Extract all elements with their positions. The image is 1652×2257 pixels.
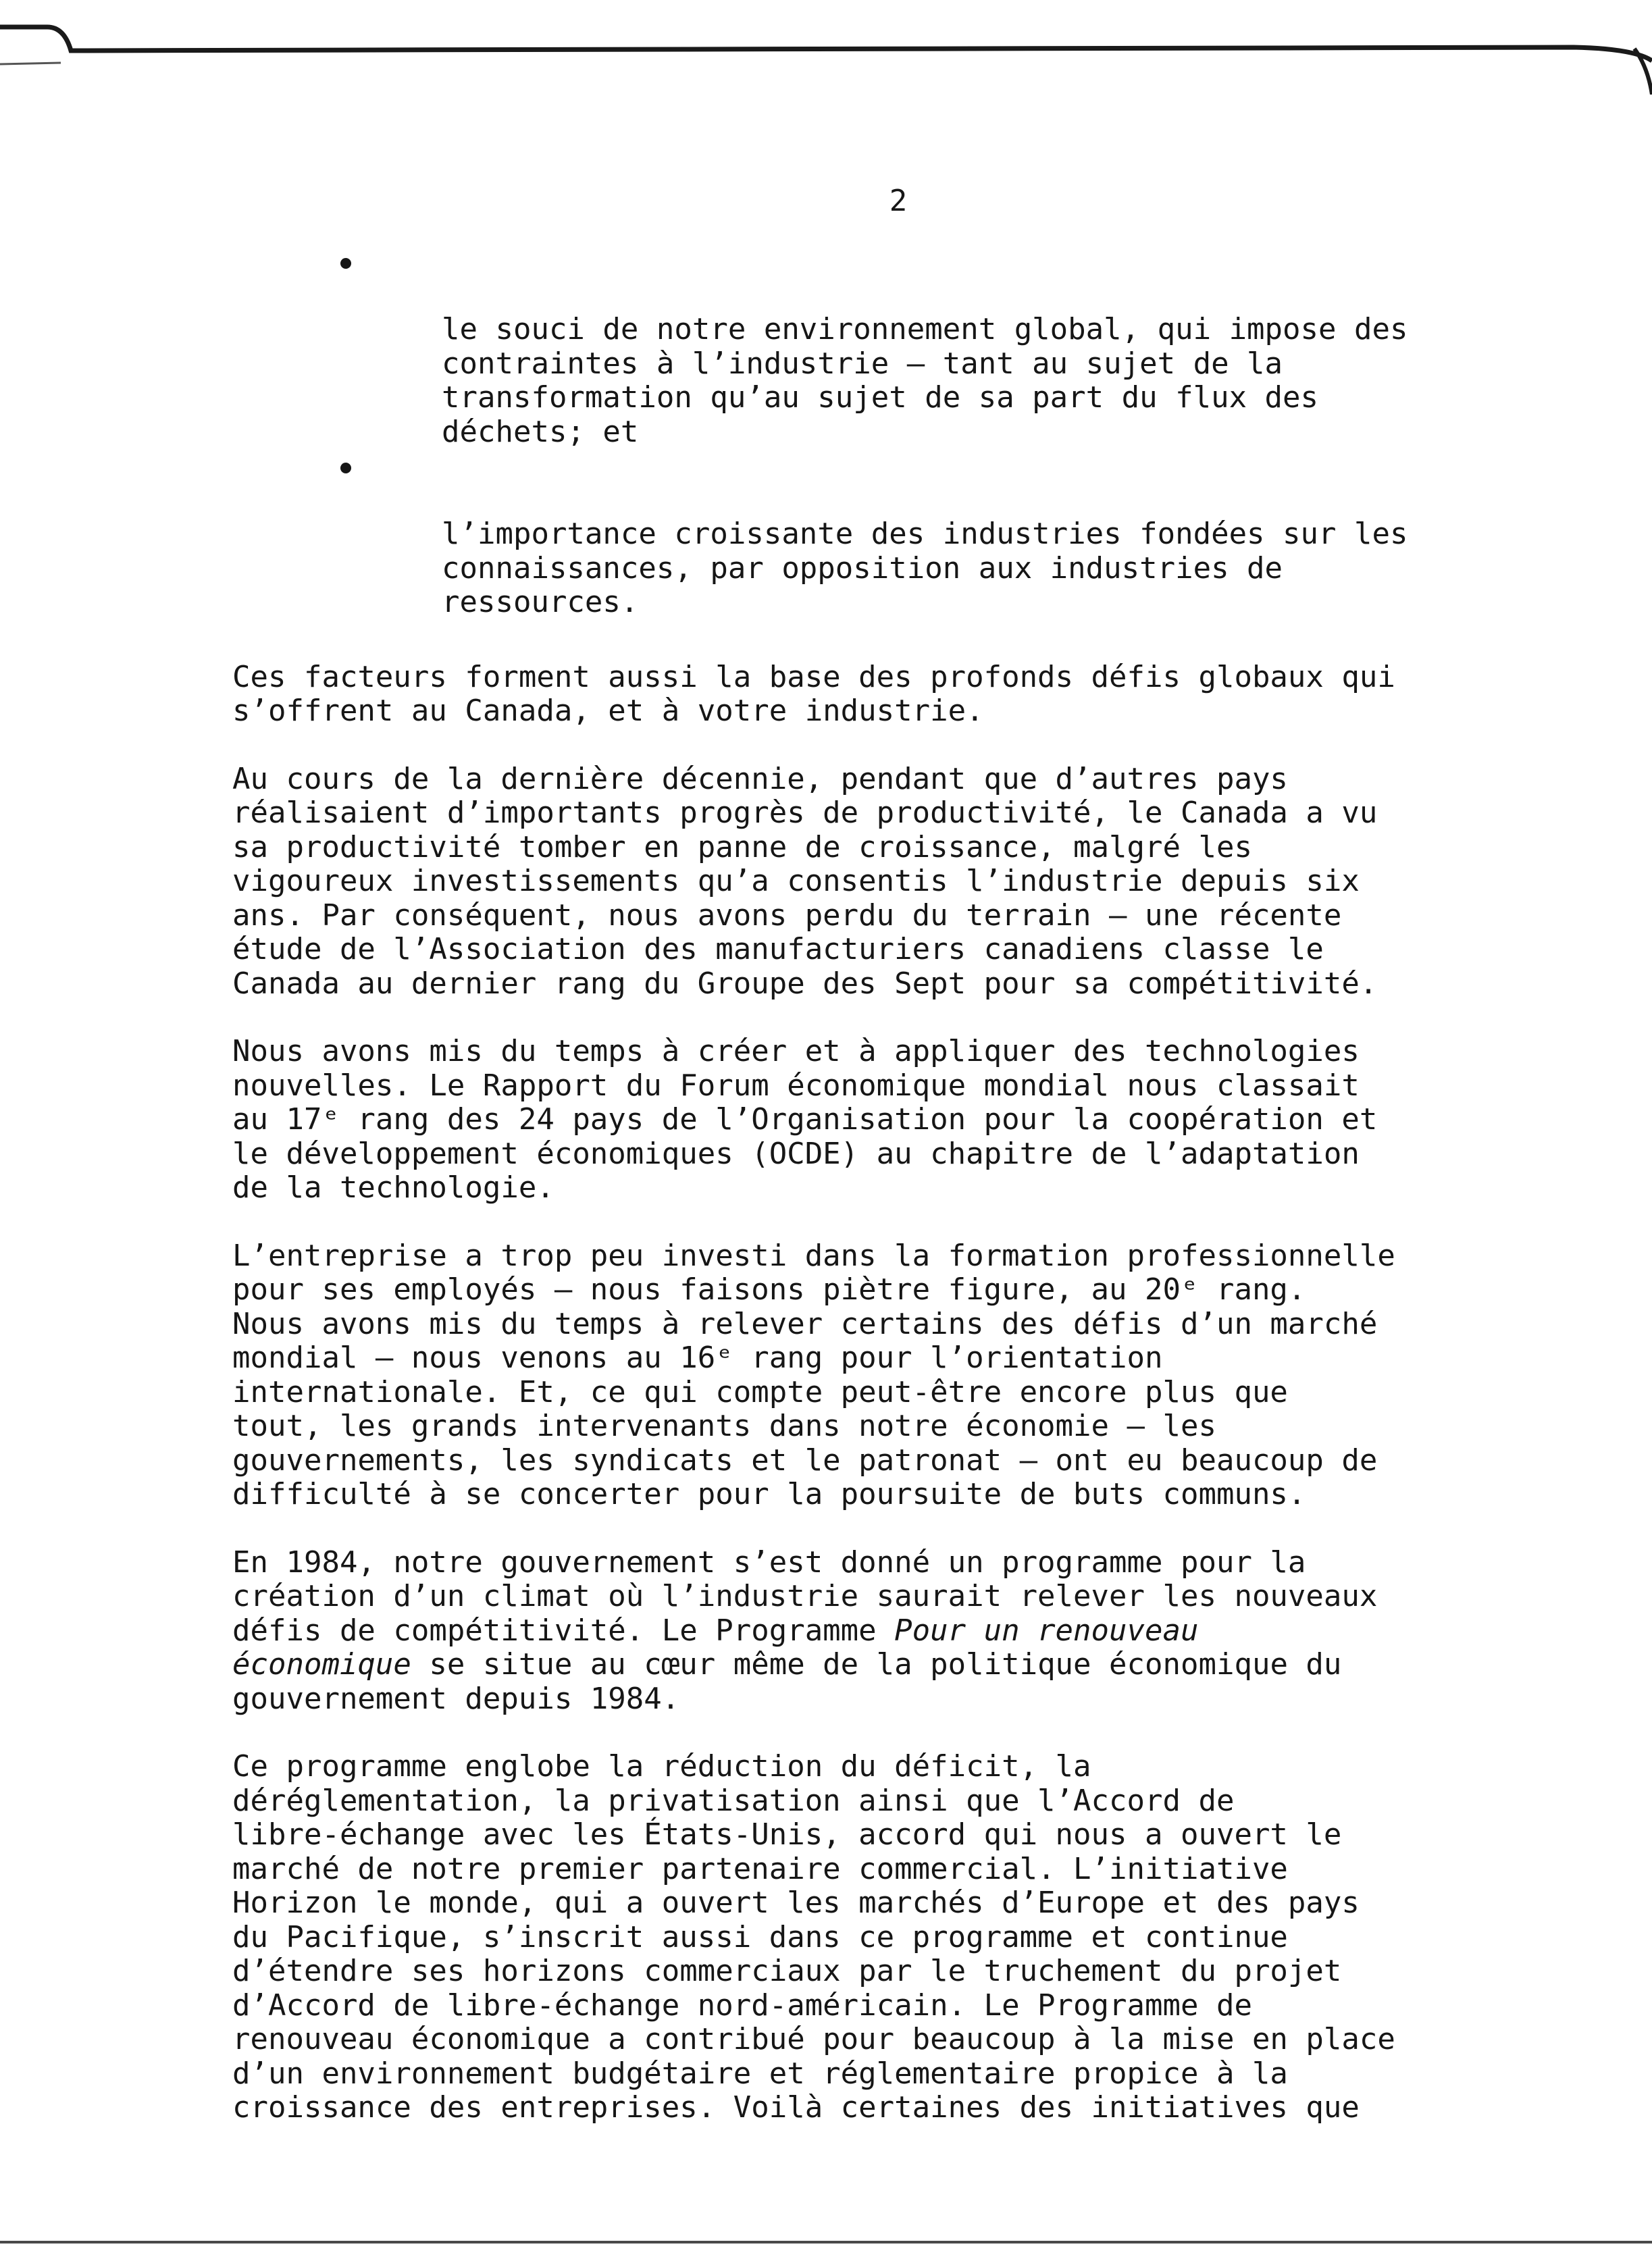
paragraph: L’entreprise a trop peu investi dans la formation professionnelle pour ses employés – nous faisons piètre figure, au 20ᵉ rang. Nous avons mis du temps à relever certains des défis d’un marché mondial – nous venons au 16ᵉ rang pour l’orientation internationale. Et, ce qui compte peut-être encore plus que tout, les grands intervenants dans notre économie – les gouvernements, les syndicats et le patronat – ont eu beaucoup de difficulté à se concerter pour la poursuite de buts communs.: [232, 1238, 1395, 1511]
paragraph: Ce programme englobe la réduction du déficit, la déréglementation, la privatisation ainsi que l’Accord de libre-échange avec les États-Unis, accord qui nous a ouvert le marché de notre premier partenaire commercial. L’initiative Horizon le monde, qui a ouvert les marchés d’Europe et des pays du Pacifique, s’inscrit aussi dans ce programme et continue d’étendre ses horizons commerciaux par le truchement du projet d’Accord de libre-échange nord-américain. Le Programme de renouveau économique a contribué pour beaucoup à la mise en place d’un environnement budgétaire et réglementaire propice à la croissance des entreprises. Voilà certaines des initiatives que: [232, 1749, 1395, 2125]
paragraph: Ces facteurs forment aussi la base des profonds défis globaux qui s’offrent au Canada, et à votre industrie.: [232, 659, 1395, 728]
paragraph: Nous avons mis du temps à créer et à appliquer des technologies nouvelles. Le Rapport du Forum économique mondial nous classait au 17ᵉ rang des 24 pays de l’Organisation pour la coopération et le développement économiques (OCDE) au chapitre de l’adaptation de la technologie.: [232, 1034, 1378, 1205]
bullet-list: [232, 244, 1583, 620]
bullet-dot-icon: [340, 258, 351, 269]
program-title: Pour un renouveau économique: [232, 1613, 1199, 1682]
page-number: 2: [889, 184, 908, 218]
paragraph: [232, 1546, 1583, 1717]
bottom-scan-border: [0, 2241, 1652, 2243]
bullet-item: [232, 449, 1583, 620]
bullet-text: le souci de notre environnement global, qui impose des contraintes à l’industrie – tant au sujet de la transformation qu’au sujet de sa part du flux des déchets; et: [442, 312, 1408, 449]
bullet-text: l’importance croissante des industries fondées sur les connaissances, par opposition aux industries de ressources.: [442, 517, 1408, 619]
paragraph: Au cours de la dernière décennie, pendant que d’autres pays réalisaient d’importants progrès de productivité, le Canada a vu sa productivité tomber en panne de croissance, malgré les vigoureux investissements qu’a consentis l’industrie depuis six ans. Par conséquent, nous avons perdu du terrain – une récente étude de l’Association des manufacturiers canadiens classe le Canada au dernier rang du Groupe des Sept pour sa compétitivité.: [232, 761, 1378, 1001]
paragraph-text: En 1984, notre gouvernement s’est donné un programme pour la création d’un climat où l’industrie saurait relever les nouveaux défis de compétitivité. Le Programme: [232, 1545, 1378, 1648]
bullet-item: [232, 244, 1583, 449]
top-scan-border: [0, 0, 1652, 95]
bullet-dot-icon: [340, 463, 351, 473]
paragraph-text: se situe au cœur même de la politique économique du gouvernement depuis 1984.: [232, 1647, 1342, 1716]
document-body: [232, 244, 1583, 2125]
